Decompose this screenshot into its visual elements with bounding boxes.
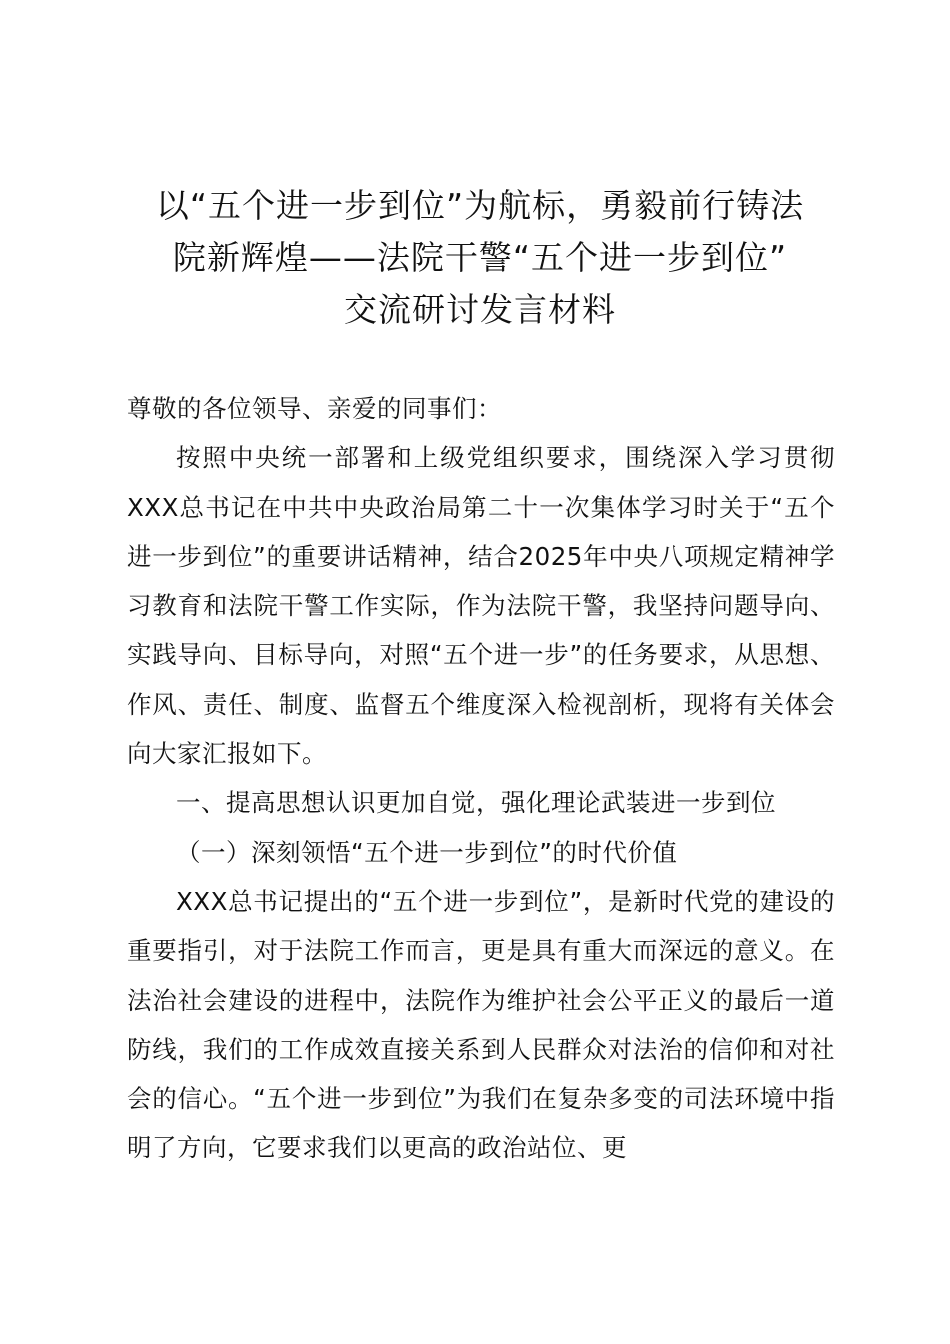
title-line-2: 院新辉煌——法院干警“五个进一步到位” <box>172 238 788 277</box>
salutation: 尊敬的各位领导、亲爱的同事们： <box>127 394 502 423</box>
section-paragraph: XXX总书记提出的“五个进一步到位”，是新时代党的建设的重要指引，对于法院工作而言，更是具有重大而深远的意义。在法治社会建设的进程中，法院作为维护社会公平正义的最后一道防线，我们的工作成效直接关系到人民群众对法治的信仰和对社会的信心。“五个进一步到位”为我们在复杂多变的司法环境中指明了方向，它要求我们以更高的政治站位、更 <box>127 886 835 1163</box>
intro-paragraph: 按照中央统一部署和上级党组织要求，围绕深入学习贯彻XXX总书记在中共中央政治局第二十一次集体学习时关于“五个进一步到位”的重要讲话精神，结合2025年中央八项规定精神学习教育和法院干警工作实际，作为法院干警，我坚持问题导向、实践导向、目标导向，对照“五个进一步”的任务要求，从思想、作风、责任、制度、监督五个维度深入检视剖析，现将有关体会向大家汇报如下。 <box>127 443 835 769</box>
document-body <box>127 384 835 1173</box>
subsection-heading: （一）深刻领悟“五个进一步到位”的时代价值 <box>176 837 678 867</box>
section-heading: 一、提高思想认识更加自觉，强化理论武装进一步到位 <box>176 788 776 818</box>
title-line-3: 交流研讨发言材料 <box>344 290 616 329</box>
document-title <box>100 180 860 336</box>
title-line-1: 以“五个进一步到位”为航标，勇毅前行铸法 <box>155 186 805 225</box>
